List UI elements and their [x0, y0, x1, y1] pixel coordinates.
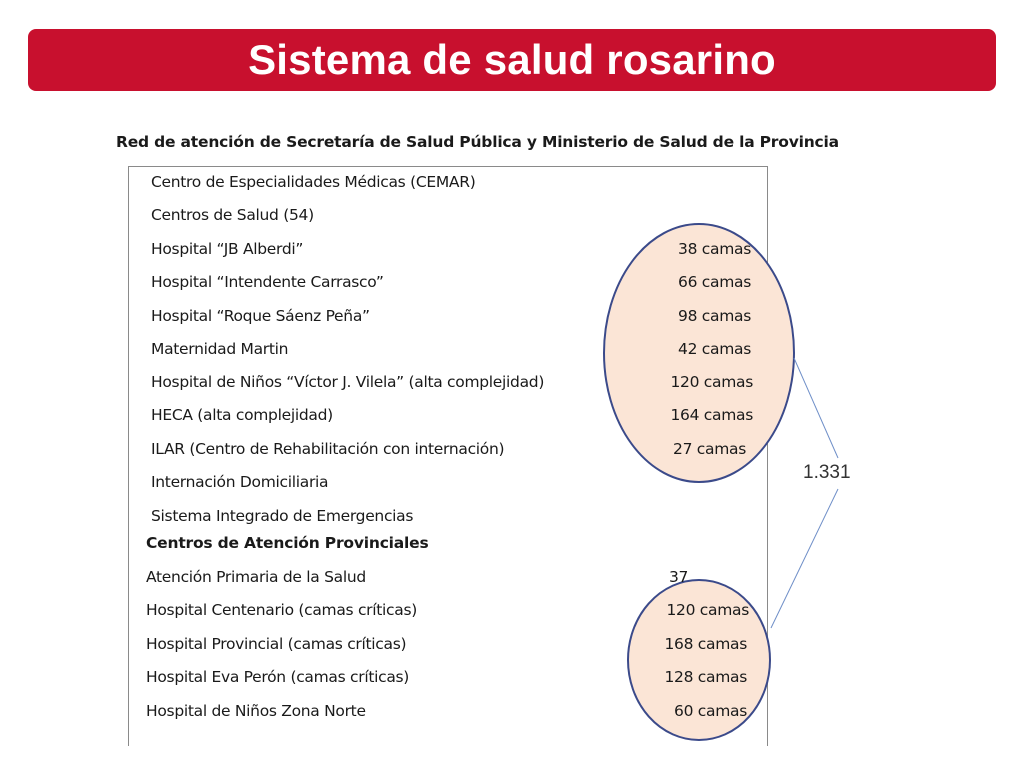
bed-count: 98 camas: [678, 307, 751, 325]
bed-count: 66 camas: [678, 273, 751, 291]
provincial-heading: Centros de Atención Provinciales: [146, 534, 429, 552]
list-item: HECA (alta complejidad): [151, 406, 333, 424]
bed-count: 168 camas: [664, 635, 747, 653]
network-subtitle: Red de atención de Secretaría de Salud Pública y Ministerio de Salud de la Provincia: [116, 133, 839, 151]
total-beds: 1.331: [803, 462, 851, 483]
bed-count: 42 camas: [678, 340, 751, 358]
connector-line-lower: [771, 489, 838, 628]
list-item: Hospital Provincial (camas críticas): [146, 635, 407, 653]
bed-count: 120 camas: [666, 601, 749, 619]
bed-count: 27 camas: [673, 440, 746, 458]
list-item: Maternidad Martin: [151, 340, 289, 358]
list-item: Internación Domiciliaria: [151, 473, 329, 491]
list-item: Hospital “JB Alberdi”: [151, 240, 304, 258]
list-item: Hospital Centenario (camas críticas): [146, 601, 417, 619]
list-item: Atención Primaria de la Salud: [146, 568, 366, 586]
list-item: Hospital “Intendente Carrasco”: [151, 273, 384, 291]
bed-count: 60 camas: [674, 702, 747, 720]
bed-count: 120 camas: [670, 373, 753, 391]
bed-count: 37: [669, 568, 689, 586]
bed-count: 128 camas: [664, 668, 747, 686]
list-item: ILAR (Centro de Rehabilitación con internación): [151, 440, 505, 458]
list-item: Centros de Salud (54): [151, 206, 314, 224]
list-item: Hospital de Niños “Víctor J. Vilela” (alta complejidad): [151, 373, 545, 391]
bed-count: 164 camas: [670, 406, 753, 424]
list-item: Hospital “Roque Sáenz Peña”: [151, 307, 370, 325]
slide-title: Sistema de salud rosarino: [248, 36, 776, 83]
list-item: Centro de Especialidades Médicas (CEMAR): [151, 173, 476, 191]
list-item: Sistema Integrado de Emergencias: [151, 507, 414, 525]
bed-count: 38 camas: [678, 240, 751, 258]
list-item: Hospital de Niños Zona Norte: [146, 702, 366, 720]
connector-line-upper: [794, 358, 838, 458]
list-item: Hospital Eva Perón (camas críticas): [146, 668, 410, 686]
